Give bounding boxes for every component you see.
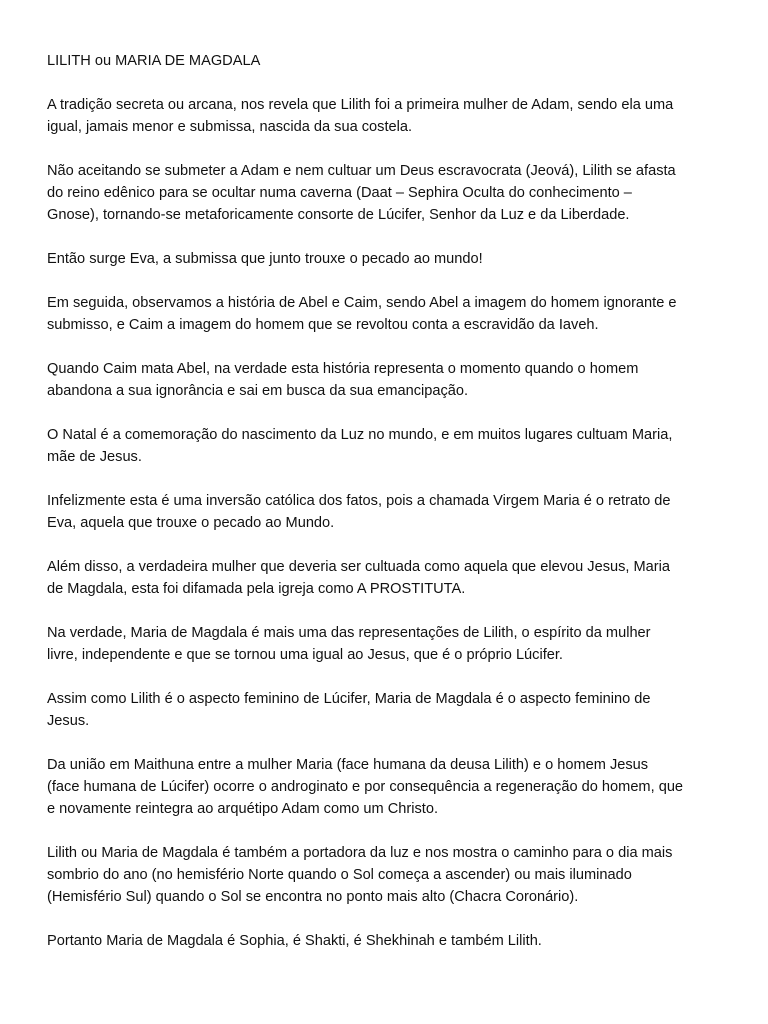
paragraph-line: (face humana de Lúcifer) ocorre o androginato e por consequência a regeneração do homem, que [47,779,684,795]
paragraph [47,94,731,138]
paragraph [47,556,731,600]
paragraph [47,358,731,402]
paragraph-line: A tradição secreta ou arcana, nos revela que Lilith foi a primeira mulher de Adam, sendo ela uma [47,97,674,113]
paragraph-line: Infelizmente esta é uma inversão católica dos fatos, pois a chamada Virgem Maria é o retrato de [47,493,671,509]
paragraph-line: submisso, e Caim a imagem do homem que se revoltou conta a escravidão da Iaveh. [47,317,599,333]
paragraph [47,424,731,468]
paragraph-line: Assim como Lilith é o aspecto feminino de Lúcifer, Maria de Magdala é o aspecto feminino de [47,691,651,707]
document-page [47,50,731,974]
paragraph-line: (Hemisfério Sul) quando o Sol se encontra no ponto mais alto (Chacra Coronário). [47,889,579,905]
paragraph [47,842,731,908]
paragraph-line: mãe de Jesus. [47,449,142,465]
paragraph-line: O Natal é a comemoração do nascimento da Luz no mundo, e em muitos lugares cultuam Maria, [47,427,673,443]
document-title: LILITH ou MARIA DE MAGDALA [47,53,261,69]
paragraph-line: Gnose), tornando-se metaforicamente consorte de Lúcifer, Senhor da Luz e da Liberdade. [47,207,630,223]
paragraph [47,160,731,226]
paragraph [47,292,731,336]
paragraph-line: Então surge Eva, a submissa que junto trouxe o pecado ao mundo! [47,251,483,267]
paragraph-line: livre, independente e que se tornou uma igual ao Jesus, que é o próprio Lúcifer. [47,647,563,663]
paragraph [47,930,731,952]
paragraph-line: Na verdade, Maria de Magdala é mais uma das representações de Lilith, o espírito da mulher [47,625,651,641]
paragraph-line: Em seguida, observamos a história de Abel e Caim, sendo Abel a imagem do homem ignorante e [47,295,677,311]
paragraph [47,248,731,270]
paragraph-line: sombrio do ano (no hemisfério Norte quando o Sol começa a ascender) ou mais iluminado [47,867,632,883]
paragraph-line: Eva, aquela que trouxe o pecado ao Mundo. [47,515,335,531]
paragraph [47,688,731,732]
document-body [47,94,731,952]
paragraph-line: igual, jamais menor e submissa, nascida da sua costela. [47,119,413,135]
paragraph-line: Jesus. [47,713,90,729]
paragraph-line: Da união em Maithuna entre a mulher Maria (face humana da deusa Lilith) e o homem Jesus [47,757,649,773]
paragraph-line: abandona a sua ignorância e sai em busca da sua emancipação. [47,383,469,399]
paragraph-line: e novamente reintegra ao arquétipo Adam como um Christo. [47,801,439,817]
paragraph-line: Portanto Maria de Magdala é Sophia, é Shakti, é Shekhinah e também Lilith. [47,933,542,949]
paragraph-line: Quando Caim mata Abel, na verdade esta história representa o momento quando o homem [47,361,639,377]
paragraph-line: de Magdala, esta foi difamada pela igreja como A PROSTITUTA. [47,581,466,597]
paragraph-line: Não aceitando se submeter a Adam e nem cultuar um Deus escravocrata (Jeová), Lilith se afasta [47,163,676,179]
paragraph-line: Lilith ou Maria de Magdala é também a portadora da luz e nos mostra o caminho para o dia mais [47,845,673,861]
paragraph [47,754,731,820]
paragraph [47,490,731,534]
paragraph-line: Além disso, a verdadeira mulher que deveria ser cultuada como aquela que elevou Jesus, Maria [47,559,671,575]
paragraph-line: do reino edênico para se ocultar numa caverna (Daat – Sephira Oculta do conhecimento – [47,185,632,201]
paragraph [47,622,731,666]
